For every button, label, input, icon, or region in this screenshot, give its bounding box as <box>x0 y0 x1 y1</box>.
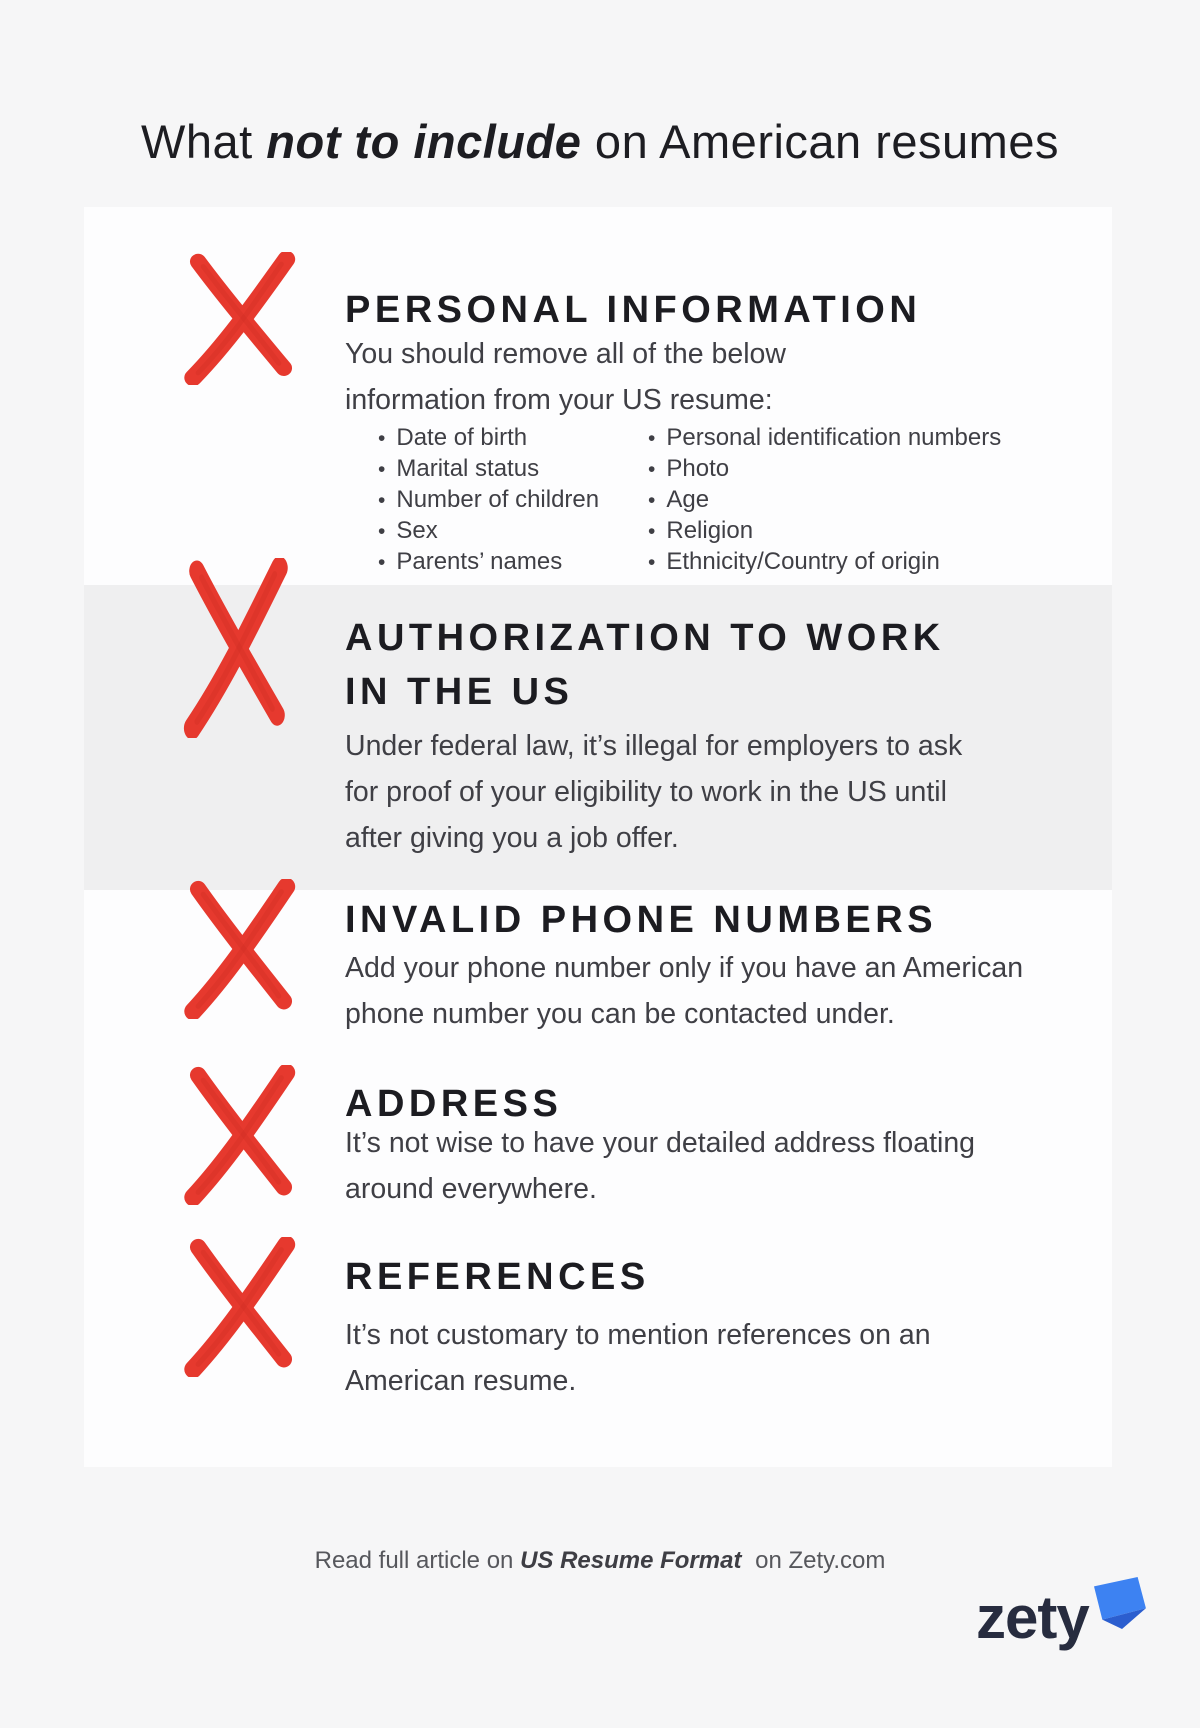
red-x-icon <box>178 1065 304 1205</box>
footer-note <box>0 1546 1200 1576</box>
heading-line: AUTHORIZATION TO WORK <box>345 617 945 659</box>
title-prefix: What <box>141 115 267 168</box>
description-line: phone number you can be contacted under. <box>345 998 895 1030</box>
list-item: • Marital status <box>378 453 599 484</box>
list-item: • Sex <box>378 515 599 546</box>
description-line: after giving you a job offer. <box>345 822 679 854</box>
section-description-invalid-phone-numbers <box>345 945 1023 1037</box>
red-x-icon <box>178 252 304 385</box>
list-item: • Parents’ names <box>378 546 599 577</box>
list-item: • Personal identification numbers <box>648 422 1001 453</box>
section-description-address <box>345 1120 975 1212</box>
description-line: You should remove all of the below <box>345 338 786 370</box>
description-line: American resume. <box>345 1365 577 1397</box>
description-line: Add your phone number only if you have an American <box>345 952 1024 984</box>
red-x-icon <box>178 558 296 738</box>
zety-logo <box>976 1577 1156 1667</box>
title-emphasis: not to include <box>266 115 582 168</box>
red-x-icon <box>178 879 304 1019</box>
section-heading-references: REFERENCES <box>345 1256 650 1298</box>
section-heading-personal-information: PERSONAL INFORMATION <box>345 289 922 331</box>
zety-wordmark: zety <box>976 1584 1089 1651</box>
section-heading-invalid-phone-numbers: INVALID PHONE NUMBERS <box>345 899 938 941</box>
footer-suffix: on Zety.com <box>748 1547 886 1574</box>
description-line: information from your US resume: <box>345 384 773 416</box>
description-line: Under federal law, it’s illegal for employers to ask <box>345 730 963 762</box>
footer-article-title: US Resume Format <box>520 1547 742 1574</box>
section-description-personal-information <box>345 331 786 423</box>
footer-prefix: Read full article on <box>314 1547 521 1574</box>
title-suffix: on American resumes <box>581 115 1059 168</box>
description-line: around everywhere. <box>345 1173 597 1205</box>
page-title <box>0 112 1200 172</box>
list-item: • Ethnicity/Country of origin <box>648 546 1001 577</box>
list-item: • Number of children <box>378 484 599 515</box>
description-line: It’s not customary to mention references on an <box>345 1319 931 1351</box>
section-description-authorization <box>345 723 962 861</box>
list-item: • Age <box>648 484 1001 515</box>
list-item: • Religion <box>648 515 1001 546</box>
section-description-references <box>345 1312 931 1404</box>
section-heading-authorization <box>345 611 945 719</box>
list-item: • Photo <box>648 453 1001 484</box>
red-x-icon <box>178 1237 304 1377</box>
description-line: for proof of your eligibility to work in the US until <box>345 776 947 808</box>
content-card <box>84 207 1112 1467</box>
bullet-column-2 <box>648 422 1001 577</box>
section-heading-address: ADDRESS <box>345 1083 563 1125</box>
bullet-column-1 <box>378 422 599 577</box>
list-item: • Date of birth <box>378 422 599 453</box>
heading-line: IN THE US <box>345 671 574 713</box>
zety-arrow-icon <box>1094 1577 1148 1629</box>
description-line: It’s not wise to have your detailed address floating <box>345 1127 976 1159</box>
